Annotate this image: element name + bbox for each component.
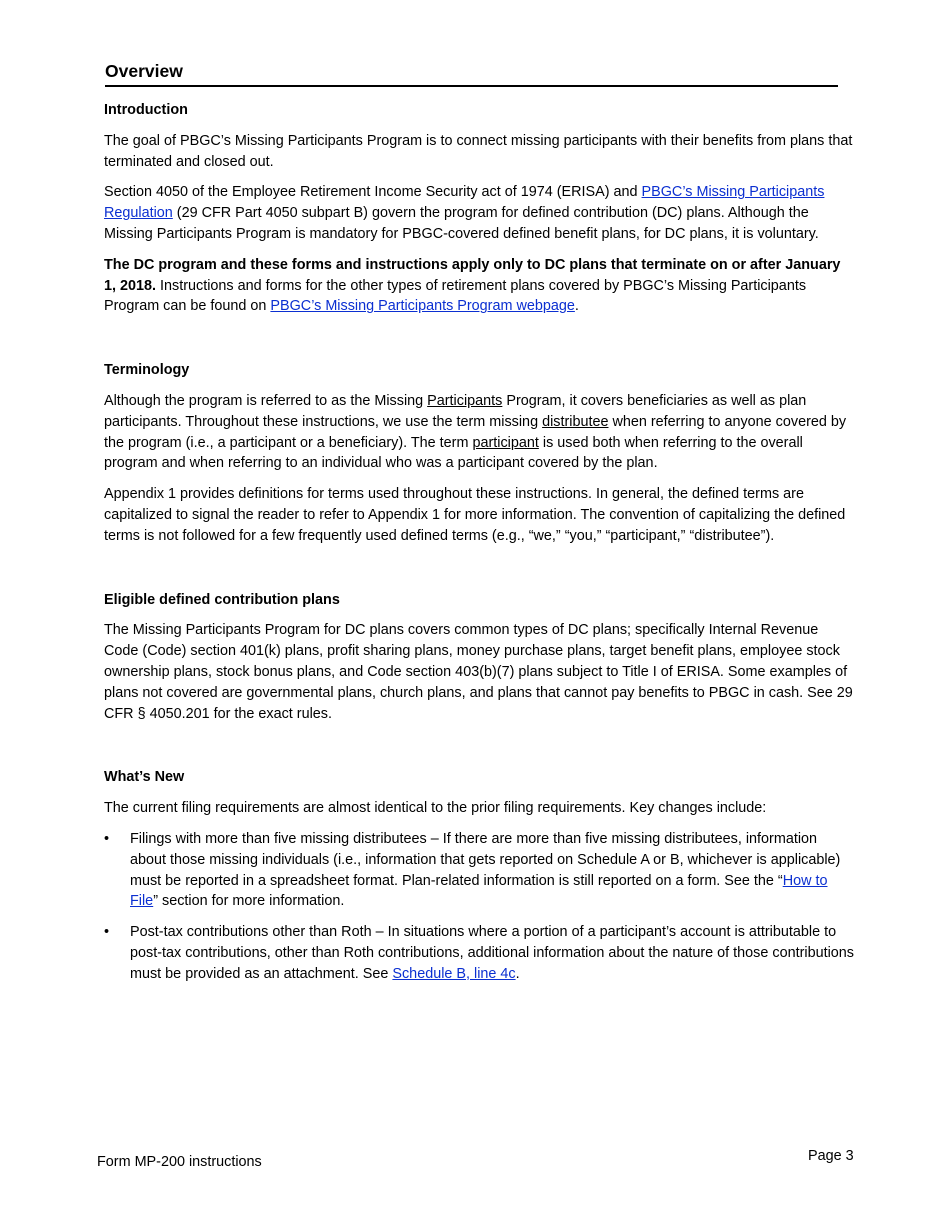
terminology-paragraph-1 <box>104 391 856 474</box>
how-to-file-link[interactable]: How to File <box>130 872 828 910</box>
section-spacer <box>104 734 856 767</box>
page-title: Overview <box>105 60 838 87</box>
terminology-heading: Terminology <box>104 362 190 379</box>
bold-statement: The DC program and these forms and instructions apply only to DC plans that terminate on or after January 1, 2018. <box>104 256 841 294</box>
underlined-term-distributee: distributee <box>542 413 609 430</box>
list-item <box>104 922 856 984</box>
regulation-link[interactable]: PBGC’s Missing Participants Regulation <box>104 184 825 222</box>
whats-new-heading: What’s New <box>104 769 185 786</box>
introduction-paragraph-1: The goal of PBGC’s Missing Participants Program is to connect missing participants with their benefits from plans that terminated and closed out. <box>104 132 853 170</box>
text-span: . <box>574 298 579 315</box>
text-span: Instructions and forms for the other types of retirement plans covered by PBGC’s Missing Participants Program can be found on <box>104 277 807 315</box>
eligible-plans-paragraph: The Missing Participants Program for DC plans covers common types of DC plans; specifically Internal Revenue Code (Code) section 401(k) plans, profit sharing plans, money purchase plans, target benefit plans, employee stock ownership plans, stock bonus plans, and Code section 403(b)(7) plans subject to Title I of ERISA. Some examples of plans not covered are governmental plans, church plans, and plans that cannot pay benefits to PBGC in cash. See 29 CFR § 4050.201 for the exact rules. <box>104 622 853 722</box>
terminology-paragraph-2: Appendix 1 provides definitions for terms used throughout these instructions. In general, the defined terms are capitalized to signal the reader to refer to Appendix 1 for more information. The convention of capitalizing the defined terms is not followed for a few frequently used defined terms (e.g., “we,” “you,” “participant,” “distributee”). <box>104 486 846 544</box>
footer-page-number: Page 3 <box>808 1148 854 1164</box>
text-span: when referring to anyone covered by the program (i.e., a participant or a beneficiary). The term <box>104 413 847 451</box>
text-span: (29 CFR Part 4050 subpart B) govern the program for defined contribution (DC) plans. Although the Missing Participants Program is mandatory for PBGC-covered defined benefit plans, for DC plans, it is voluntary. <box>104 205 819 242</box>
whats-new-list <box>104 829 856 985</box>
text-span: Filings with more than five missing distributees – If there are more than five missing distributees, information about those missing individuals (i.e., information that gets reported on Schedule A or B, whichever is applicable) must be reported in a spreadsheet format. Plan-related information is still reported on a form. See the “ <box>130 830 841 889</box>
text-span: . <box>515 965 520 982</box>
text-span: Although the program is referred to as the Missing <box>104 392 428 409</box>
whats-new-paragraph: The current filing requirements are almost identical to the prior filing requirements. Key changes include: <box>104 800 767 817</box>
main-content <box>104 100 856 995</box>
introduction-paragraph-2 <box>104 182 856 244</box>
text-span: ” section for more information. <box>153 893 345 910</box>
text-span: Program, it covers beneficiaries as well as plan participants. Throughout these instructions, we use the term missing <box>104 392 807 430</box>
eligible-plans-heading: Eligible defined contribution plans <box>104 591 340 608</box>
bullet-icon: • <box>104 924 110 941</box>
text-span: Section 4050 of the Employee Retirement Income Security act of 1974 (ERISA) and <box>104 184 642 201</box>
section-spacer <box>104 327 856 360</box>
footer-form-name: Form MP-200 instructions <box>97 1154 262 1170</box>
schedule-b-line-4c-link[interactable]: Schedule B, line 4c <box>392 965 516 982</box>
list-item <box>104 829 856 912</box>
program-webpage-link[interactable]: PBGC’s Missing Participants Program webpage <box>270 298 575 315</box>
underlined-term-participants: Participants <box>427 392 503 409</box>
text-span: Post-tax contributions other than Roth – In situations where a portion of a participant’s account is attributable to post-tax contributions, other than Roth contributions, additional information about the nature of those contributions must be provided as an attachment. See <box>130 924 854 982</box>
introduction-paragraph-3 <box>104 255 856 317</box>
bullet-icon: • <box>104 830 110 847</box>
underlined-term-participant: participant <box>472 434 539 451</box>
text-span: is used both when referring to the overall program and when referring to an individual who was a participant covered by the plan. <box>104 434 803 472</box>
section-spacer <box>104 557 856 590</box>
introduction-heading: Introduction <box>104 102 188 118</box>
